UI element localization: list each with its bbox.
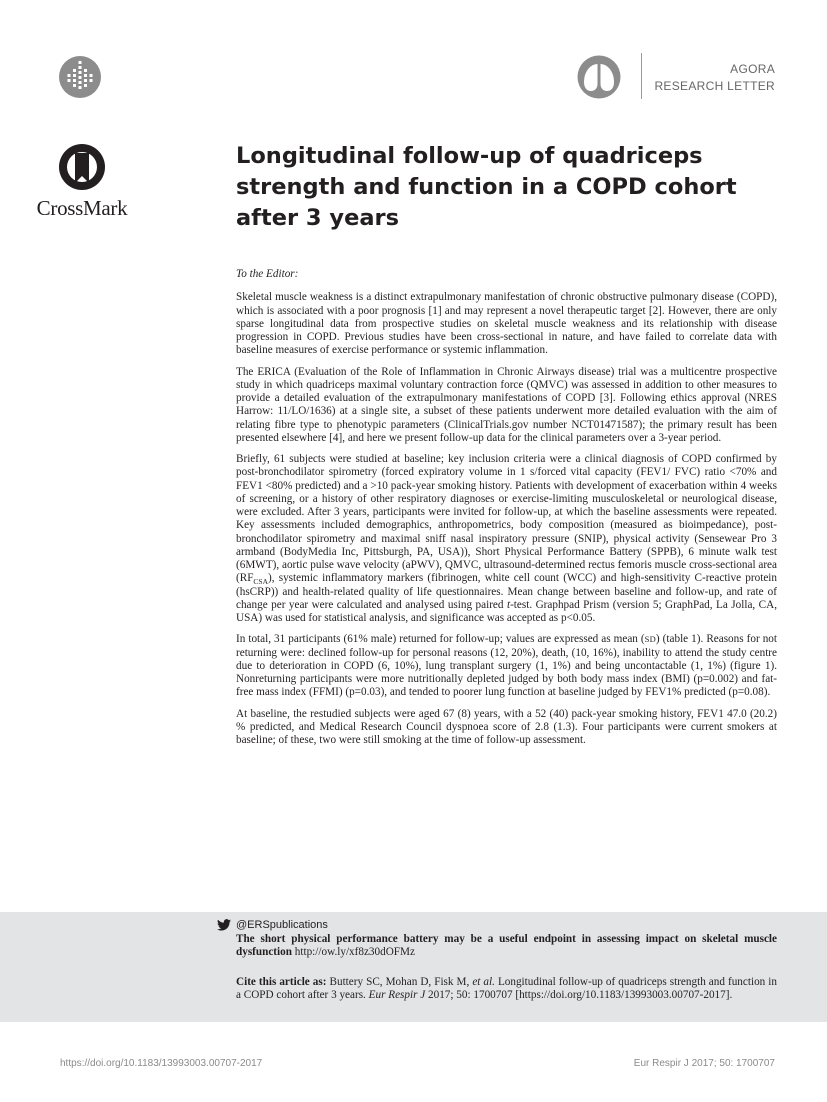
section-name: AGORA [730, 62, 775, 76]
citation-journal: Eur Respir J [368, 989, 426, 1002]
twitter-handle-link[interactable]: @ERSpublications [236, 919, 328, 931]
paragraph-2 [236, 366, 777, 446]
paragraph-text: At baseline, the restudied subjects were aged 67 (8) years, with a 52 (40) pack-year smoking history, FEV1 47.0 (20.2) % predicted, and Medical Research Council dyspnoea score of 2.8 (1.3). Four participants were current smokers at baseline; of these, two were still smoking at the time of follow-up assessment. [236, 707, 777, 746]
footer-doi-link[interactable]: https://doi.org/10.1183/13993003.00707-2017 [60, 1058, 263, 1069]
journal-section-label [654, 61, 775, 95]
paragraph-text: -test. Graphpad Prism (version 5; GraphPad, La Jolla, CA, USA) was used for statistical analysis, and significance was accepted as p<0.05. [236, 598, 778, 624]
tweet-text: The short physical performance battery may be a useful endpoint in assessing impact on skeletal muscle dysfunction [236, 933, 777, 959]
article-type: RESEARCH LETTER [654, 79, 775, 93]
crossmark-badge[interactable] [32, 143, 132, 221]
tweet-message [236, 933, 777, 960]
crossmark-icon [58, 143, 106, 193]
crossmark-label: CrossMark [36, 196, 128, 220]
lungs-logo-icon [576, 55, 622, 99]
paragraph-text: ) (table 1). Reasons for not returning were: declined follow-up for personal reasons (12, 20%), death, (10, 16%), inability to attend the study centre due to deterioration in COPD (6, 10%), lung transplant surgery (1, 1%) and being uncontactable (1, 1%) (figure 1). Nonreturning participants were more nutritionally depleted judged by both body mass index (BMI) (p=0.002) and fat-free mass index (FFMI) (p=0.03), and tended to poorer lung function at baseline judged by FEV1% predicted (p=0.08). [236, 633, 777, 699]
citation-title: Longitudinal follow-up of quadriceps strength and function in a COPD cohort after 3 years. [236, 976, 778, 1002]
salutation: To the Editor: [236, 268, 299, 280]
paragraph-1 [236, 291, 777, 357]
paragraph-text: Skeletal muscle weakness is a distinct extrapulmonary manifestation of chronic obstructive pulmonary disease (COPD), which is associated with a poor prognosis [1] and may represent a novel therapeutic target [2]. However, there are only sparse longitudinal data from prospective studies on skeletal muscle weakness and its relationship with disease progression in COPD. Previous studies have been cross-sectional in nature, and have failed to correlate data with baseline measures of exercise performance or systemic inflammation. [236, 291, 777, 357]
paragraph-text: In total, 31 participants (61% male) returned for follow-up; values are expressed as mean ( [236, 633, 645, 646]
paragraph-text: Briefly, 61 subjects were studied at baseline; key inclusion criteria were a clinical diagnosis of COPD confirmed by post-bronchodilator spirometry (forced expiratory volume in 1 s/forced vital capacity (FEV1/ FVC) ratio <70% and FEV1 <80% predicted) and a >10 pack-year smoking history. Patients with development of exacerbation within 4 weeks of screening, or a history of other respiratory diagnoses or exercise-limiting musculoskeletal or neurological disease, were excluded. After 3 years, participants were invited for follow-up, at which the baseline assessments were repeated. Key assessments included demographics, anthropometrics, body composition (measured as bioimpedance), post-bronchodilator spirometry and maximal sniff nasal inspiratory pressure (SNIP), physical activity (Sensewear Pro 3 armband (BodyMedia Inc, Pittsburgh, PA, USA)), Short Physical Performance Battery (SPPB), 6 minute walk test (6MWT), aortic pulse wave velocity (aPWV), QMVC, ultrasound-determined rectus femoris muscle cross-sectional area (RF [236, 453, 777, 585]
paragraph-text: ), systemic inflammatory markers (fibrinogen, white cell count (WCC) and high-sensitivity C-reactive protein (hsCRP)) and health-related quality of life questionnaires. Mean change between baseline and follow-up, and rate of change per year were calculated and analysed using paired [236, 572, 777, 611]
paragraph-text: The ERICA (Evaluation of the Role of Inflammation in Chronic Airways disease) trial was a multicentre prospective study in which quadriceps maximal voluntary contraction force (QMVC) was assessed in addition to other measures to provide a detailed evaluation of the extrapulmonary manifestations of COPD [3]. Following ethics approval (NRES Harrow: 11/LO/1636) at a single site, a subset of these patients underwent more detailed evaluation with the aim of relating fibre type to phenotypic parameters (ClinicalTrials.gov number NCT01471587); the primary result has been presented elsewhere [4], and here we present follow-up data for the clinical parameters over a 3-year period. [236, 365, 777, 444]
article-body [236, 268, 777, 755]
subscript-csa: CSA [253, 577, 269, 587]
citation-etal: et al. [472, 976, 495, 988]
footer-journal-reference: Eur Respir J 2017; 50: 1700707 [633, 1058, 775, 1069]
paragraph-4 [236, 633, 777, 699]
citation-authors: Buttery SC, Mohan D, Fisk M, [329, 976, 473, 988]
article-title: Longitudinal follow-up of quadriceps strength and function in a COPD cohort after 3 years [236, 143, 737, 231]
header-divider [641, 53, 642, 99]
paragraph-3 [236, 453, 777, 625]
citation-label: Cite this article as: [236, 976, 327, 988]
twitter-bird-icon [217, 919, 231, 931]
small-caps-sd: SD [644, 634, 656, 645]
tweet-link[interactable]: http://ow.ly/xf8z30dOFMz [294, 946, 415, 959]
citation-details-link[interactable]: 2017; 50: 1700707 [https://doi.org/10.1183/13993003.00707-2017]. [425, 989, 733, 1002]
ers-journal-logo-icon [58, 55, 102, 99]
citation [236, 976, 777, 1003]
paragraph-5 [236, 708, 777, 748]
italic-t: t [506, 598, 511, 611]
tweet-citation-box [0, 912, 827, 1022]
